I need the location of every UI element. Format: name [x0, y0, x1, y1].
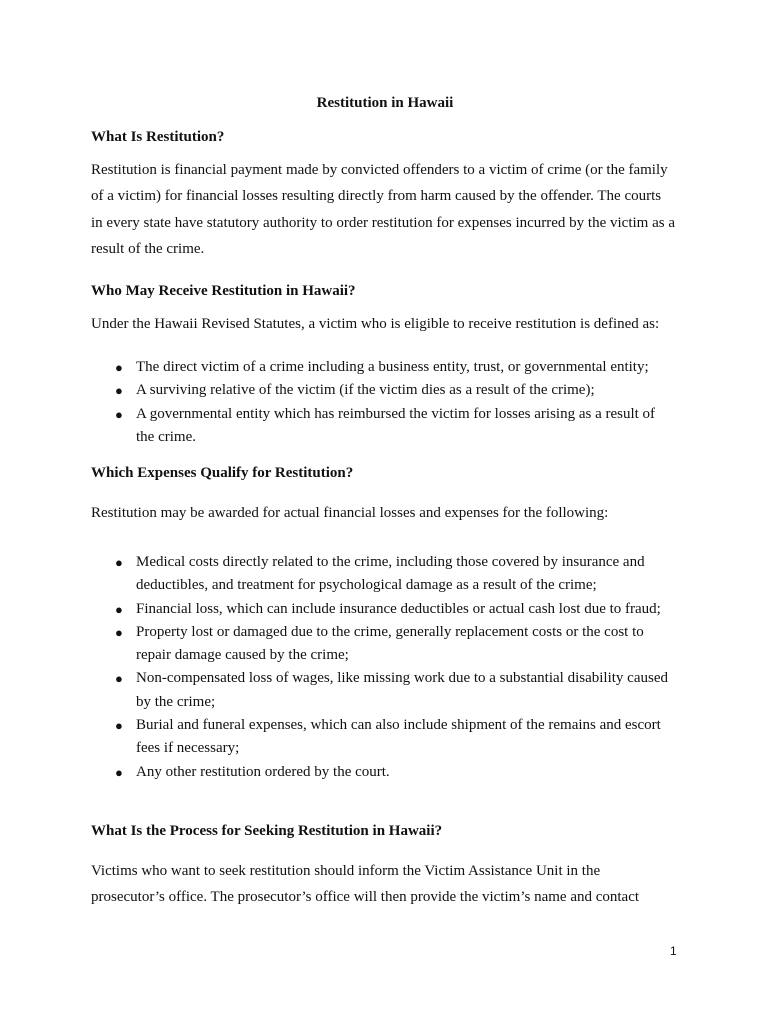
- bullet-icon: ●: [115, 671, 123, 687]
- bullet-icon: ●: [115, 383, 123, 399]
- text-line: Victims who want to seek restitution should inform the Victim Assistance Unit in the: [91, 863, 601, 879]
- paragraph-process: [91, 858, 691, 911]
- text-line: Medical costs directly related to the crime, including those covered by insurance and: [136, 554, 645, 570]
- text-line: of a victim) for financial losses resulting directly from harm caused by the offender. The courts: [91, 188, 662, 205]
- paragraph-who-intro: [91, 311, 691, 337]
- bullet-icon: ●: [115, 764, 123, 780]
- text-line: in every state have statutory authority to order restitution for expenses incurred by the victim as a: [91, 214, 675, 231]
- paragraph-definition: [91, 157, 691, 263]
- text-line: Restitution is financial payment made by convicted offenders to a victim of crime (or the family: [91, 162, 668, 178]
- text-line: Financial loss, which can include insurance deductibles or actual cash lost due to fraud;: [136, 600, 661, 617]
- text-line: repair damage caused by the crime;: [136, 647, 349, 664]
- list-eligible-victims: [91, 356, 691, 449]
- list-item: [91, 551, 691, 598]
- heading-what-is-restitution: What Is Restitution?: [91, 129, 225, 145]
- bullet-icon: ●: [115, 718, 123, 734]
- list-qualifying-expenses: [91, 551, 691, 784]
- paragraph-expenses-intro: [91, 500, 691, 526]
- list-item: [91, 714, 691, 761]
- list-item: [91, 598, 691, 621]
- heading-who-may-receive: Who May Receive Restitution in Hawaii?: [91, 283, 356, 299]
- bullet-icon: ●: [115, 555, 123, 570]
- text-line: Under the Hawaii Revised Statutes, a victim who is eligible to receive restitution is defined as:: [91, 316, 660, 332]
- heading-which-expenses: Which Expenses Qualify for Restitution?: [91, 465, 354, 481]
- text-line: The direct victim of a crime including a business entity, trust, or governmental entity;: [136, 359, 649, 375]
- page-number: 1: [670, 944, 677, 958]
- list-item: [91, 403, 691, 450]
- text-line: the crime.: [136, 428, 196, 445]
- text-line: Non-compensated loss of wages, like missing work due to a substantial disability caused: [136, 670, 668, 687]
- bullet-icon: ●: [115, 601, 123, 617]
- text-line: Any other restitution ordered by the court.: [136, 763, 390, 780]
- list-item: [91, 356, 691, 379]
- list-item: [91, 379, 691, 402]
- list-item: [91, 667, 691, 714]
- text-line: Property lost or damaged due to the crime, generally replacement costs or the cost to: [136, 623, 644, 640]
- text-line: result of the crime.: [91, 241, 205, 258]
- document-title: Restitution in Hawaii: [316, 95, 454, 111]
- text-line: A surviving relative of the victim (if the victim dies as a result of the crime);: [136, 382, 595, 399]
- text-line: fees if necessary;: [136, 740, 240, 757]
- list-item: [91, 621, 691, 668]
- text-line: by the crime;: [136, 693, 216, 710]
- heading-process: What Is the Process for Seeking Restitution in Hawaii?: [91, 823, 443, 839]
- bullet-icon: ●: [115, 624, 123, 640]
- text-line: prosecutor’s office. The prosecutor’s office will then provide the victim’s name and contact: [91, 889, 640, 906]
- text-line: A governmental entity which has reimbursed the victim for losses arising as a result of: [136, 405, 656, 422]
- text-line: Restitution may be awarded for actual financial losses and expenses for the following:: [91, 505, 609, 521]
- text-line: Burial and funeral expenses, which can also include shipment of the remains and escort: [136, 717, 661, 734]
- text-line: deductibles, and treatment for psychological damage as a result of the crime;: [136, 577, 597, 594]
- bullet-icon: ●: [115, 406, 123, 422]
- list-item: [91, 761, 691, 784]
- bullet-icon: ●: [115, 360, 123, 375]
